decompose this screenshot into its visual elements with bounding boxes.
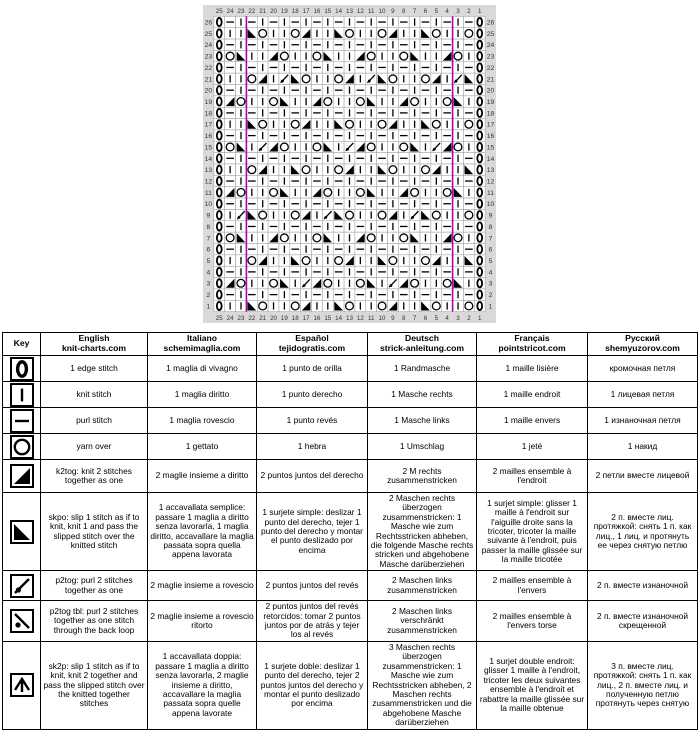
column-number: 8 — [402, 314, 406, 322]
legend-cell-1: 2 maglie insieme a rovescio ritorto — [148, 601, 257, 642]
p2tog-icon — [10, 574, 34, 598]
column-number: 8 — [402, 8, 406, 16]
legend-header-name: Italiano — [186, 333, 218, 344]
column-number: 1 — [477, 314, 482, 322]
row-number: 18 — [486, 110, 495, 118]
column-number: 9 — [391, 8, 395, 16]
legend-cell-3: 2 Maschen links zusammenstricken — [368, 571, 477, 601]
row-number: 1 — [206, 303, 211, 311]
row-number: 3 — [488, 280, 493, 288]
column-number: 18 — [291, 8, 299, 16]
legend-key-cell — [3, 601, 41, 642]
column-number: 13 — [346, 8, 353, 16]
edge-stitch-icon — [10, 357, 34, 381]
column-number: 22 — [248, 314, 256, 322]
column-number: 5 — [434, 8, 439, 16]
legend-key-cell — [3, 434, 41, 460]
legend-key-cell — [3, 408, 41, 434]
legend-cell-3: 2 M rechts zusammenstricken — [368, 460, 477, 493]
row-number: 25 — [486, 30, 495, 38]
row-number: 8 — [206, 223, 211, 231]
legend-cell-3: 2 Maschen links verschränkt zusammenstricken — [368, 601, 477, 642]
legend-cell-2: 1 punto revés — [257, 408, 368, 434]
legend-cell-1: 2 maglie insieme a rovescio — [148, 571, 257, 601]
row-number: 7 — [488, 235, 493, 243]
row-number: 18 — [204, 110, 213, 118]
row-number: 11 — [204, 189, 212, 197]
row-number: 20 — [486, 87, 495, 95]
legend-row — [3, 356, 698, 382]
row-number: 6 — [488, 246, 493, 254]
row-number: 20 — [204, 87, 213, 95]
legend-cell-1: 1 accavallata doppia: passare 1 maglia a diritto senza lavorarla, 2 maglie insieme a diritto, accavallare la maglia passata sopra quelle appena lavorate — [148, 641, 257, 729]
column-number: 4 — [445, 314, 449, 322]
column-number: 23 — [237, 8, 245, 16]
legend-header-name: Français — [514, 333, 550, 344]
row-number: 5 — [488, 258, 493, 266]
column-number: 7 — [412, 8, 417, 16]
legend-cell-0: yarn over — [41, 434, 148, 460]
column-number: 16 — [313, 8, 321, 16]
column-number: 18 — [291, 314, 299, 322]
legend-cell-4: 2 mailles ensemble à l'envers torse — [477, 601, 588, 642]
column-number: 7 — [412, 314, 417, 322]
row-number: 5 — [206, 258, 211, 266]
row-number: 15 — [486, 144, 495, 152]
legend-row — [3, 460, 698, 493]
legend-cell-4: 1 surjet simple: glisser 1 maille à l'endroit sur l'aiguille droite sans la tricoter, tricoter la maille suivante à l'endroit, puis passer la maille glissée sur la maille tricotée — [477, 493, 588, 571]
column-number: 6 — [423, 314, 428, 322]
legend-header-6 — [588, 333, 698, 356]
row-number: 22 — [486, 64, 495, 72]
row-number: 26 — [204, 19, 213, 27]
legend-header-4 — [368, 333, 477, 356]
column-number: 3 — [456, 8, 460, 16]
legend-cell-4: 1 maille lisière — [477, 356, 588, 382]
legend-cell-5: 2 п. вместе лиц. протяжкой: снять 1 п. как лиц., 1 лиц. и протянуть ее через снятую петлю — [588, 493, 698, 571]
legend-header-site: knit-charts.com — [62, 343, 126, 353]
row-number: 13 — [204, 167, 213, 175]
column-number: 6 — [423, 8, 428, 16]
legend-cell-4: 1 maille envers — [477, 408, 588, 434]
legend-cell-2: 1 punto de orilla — [257, 356, 368, 382]
legend-cell-0: k2tog: knit 2 stitches together as one — [41, 460, 148, 493]
legend-key-cell — [3, 571, 41, 601]
legend-cell-5: 1 лицевая петля — [588, 382, 698, 408]
knitting-chart — [203, 5, 496, 323]
column-number: 12 — [356, 314, 364, 322]
row-number: 10 — [204, 201, 213, 209]
row-number: 16 — [204, 133, 213, 141]
legend-key-cell — [3, 382, 41, 408]
row-number: 14 — [204, 155, 213, 163]
column-number: 2 — [467, 8, 471, 16]
column-number: 12 — [356, 8, 364, 16]
column-number: 22 — [248, 8, 256, 16]
row-number: 23 — [204, 53, 213, 61]
sk2p-icon — [10, 673, 34, 697]
legend-row — [3, 601, 698, 642]
skpo-icon — [10, 520, 34, 544]
column-number: 14 — [335, 314, 343, 322]
row-number: 21 — [204, 76, 213, 84]
legend-cell-4: 2 mailles ensemble à l'envers — [477, 571, 588, 601]
column-number: 23 — [237, 314, 245, 322]
legend-cell-3: 1 Randmasche — [368, 356, 477, 382]
legend-row — [3, 434, 698, 460]
column-number: 10 — [378, 8, 386, 16]
column-number: 17 — [302, 8, 310, 16]
column-number: 15 — [324, 314, 332, 322]
legend-header-name: English — [78, 333, 110, 344]
column-number: 16 — [313, 314, 321, 322]
legend-header-5 — [477, 333, 588, 356]
legend-cell-3: 3 Maschen rechts überzogen zusammenstricken: 1 Masche wie zum Rechtsstricken abheben, 2 Maschen rechts zusammenstricken und die abgehobene Masche darüberziehen — [368, 641, 477, 729]
column-number: 21 — [259, 8, 267, 16]
row-number: 2 — [206, 292, 211, 300]
legend-header-1 — [41, 333, 148, 356]
row-number: 24 — [204, 42, 213, 50]
row-number: 12 — [486, 178, 495, 186]
row-number: 19 — [486, 99, 495, 107]
row-number: 16 — [486, 133, 495, 141]
legend-key-cell — [3, 493, 41, 571]
column-number: 19 — [280, 8, 288, 16]
column-number: 15 — [324, 8, 332, 16]
row-number: 17 — [204, 121, 213, 129]
row-number: 25 — [204, 30, 213, 38]
legend-cell-1: 1 gettato — [148, 434, 257, 460]
legend-cell-4: 1 maille endroit — [477, 382, 588, 408]
column-number: 17 — [302, 314, 310, 322]
row-number: 8 — [488, 223, 493, 231]
column-number: 9 — [391, 314, 395, 322]
legend-key-cell — [3, 460, 41, 493]
row-number: 14 — [486, 155, 495, 163]
row-number: 10 — [486, 201, 495, 209]
legend-header-2 — [148, 333, 257, 356]
row-number: 23 — [486, 53, 495, 61]
row-number: 13 — [486, 167, 495, 175]
legend-cell-1: 1 maglia di vivagno — [148, 356, 257, 382]
column-number: 2 — [467, 314, 471, 322]
legend-cell-4: 1 surjet double endroit: glisser 1 maille à l'endroit, tricoter les deux suivantes ensemble à l'endroit et rabattre la maille glissée sur la maille obtenue — [477, 641, 588, 729]
chart-grid — [203, 5, 496, 323]
column-number: 1 — [477, 8, 482, 16]
row-number: 24 — [486, 42, 495, 50]
row-number: 9 — [488, 212, 493, 220]
legend-row — [3, 408, 698, 434]
legend-header-site: strick-anleitung.com — [379, 343, 465, 353]
legend-cell-4: 1 jeté — [477, 434, 588, 460]
yarn-over-icon — [10, 435, 34, 459]
legend-header-name: Русский — [625, 333, 660, 344]
column-number: 10 — [378, 314, 386, 322]
legend-cell-0: p2tog: purl 2 stitches together as one — [41, 571, 148, 601]
row-number: 11 — [487, 189, 495, 197]
row-number: 3 — [206, 280, 211, 288]
legend-cell-4: 2 mailles ensemble à l'endroit — [477, 460, 588, 493]
row-number: 19 — [204, 99, 213, 107]
legend-cell-5: 2 п. вместе изнаночной скрещенной — [588, 601, 698, 642]
legend-table — [2, 332, 698, 730]
legend-cell-3: 1 Umschlag — [368, 434, 477, 460]
column-number: 3 — [456, 314, 460, 322]
legend-cell-1: 1 maglia rovescio — [148, 408, 257, 434]
legend-row — [3, 571, 698, 601]
row-number: 1 — [488, 303, 493, 311]
legend-header-site: shemyuzorov.com — [605, 343, 680, 353]
column-number: 19 — [280, 314, 288, 322]
legend-cell-3: 1 Masche links — [368, 408, 477, 434]
legend-cell-2: 1 surjete simple: deslizar 1 punto del derecho, tejer 1 punto del derecho y montar el punto deslizado por encima — [257, 493, 368, 571]
column-number: 11 — [367, 8, 375, 16]
legend-cell-5: 1 изнаночная петля — [588, 408, 698, 434]
legend-cell-0: p2tog tbl: purl 2 stitches together as one stitch through the back loop — [41, 601, 148, 642]
row-number: 9 — [206, 212, 211, 220]
legend-row — [3, 382, 698, 408]
legend-header-row — [3, 333, 698, 356]
legend-cell-0: knit stitch — [41, 382, 148, 408]
legend-cell-5: 2 п. вместе изнаночной — [588, 571, 698, 601]
row-number: 7 — [206, 235, 211, 243]
row-number: 4 — [206, 269, 211, 277]
legend-cell-2: 1 hebra — [257, 434, 368, 460]
column-number: 24 — [226, 8, 234, 16]
row-number: 2 — [488, 292, 493, 300]
column-number: 14 — [335, 8, 343, 16]
legend-cell-0: 1 edge stitch — [41, 356, 148, 382]
row-number: 17 — [486, 121, 495, 129]
column-number: 4 — [445, 8, 449, 16]
legend-key-cell — [3, 356, 41, 382]
legend-header-3 — [257, 333, 368, 356]
knit-stitch-icon — [10, 383, 34, 407]
column-number: 24 — [226, 314, 234, 322]
legend-header-site: schemimaglia.com — [163, 343, 241, 353]
row-number: 6 — [206, 246, 211, 254]
legend-cell-2: 1 surjete doble: deslizar 1 punto del derecho, tejer 2 puntos juntos del derecho y montar el punto deslizado por encima — [257, 641, 368, 729]
row-number: 4 — [488, 269, 493, 277]
legend-cell-5: 1 накид — [588, 434, 698, 460]
legend-cell-5: 2 петли вместе лицевой — [588, 460, 698, 493]
legend-header-site: pointstricot.com — [498, 343, 566, 353]
p2tog-tbl-icon — [10, 609, 34, 633]
legend-header-name: Español — [295, 333, 329, 344]
legend-cell-1: 2 maglie insieme a diritto — [148, 460, 257, 493]
legend-cell-2: 2 puntos juntos del revés retorcidos: tomar 2 puntos juntos por de atrás y tejer los al revés — [257, 601, 368, 642]
legend-row — [3, 493, 698, 571]
legend-cell-2: 2 puntos juntos del revés — [257, 571, 368, 601]
legend-cell-3: 1 Masche rechts — [368, 382, 477, 408]
legend-cell-5: 3 п. вместе лиц. протяжкой: снять 1 п. как лиц., 2 п. вместе лиц. и полученную петлю протянуть через снятую — [588, 641, 698, 729]
column-number: 13 — [346, 314, 353, 322]
legend-header-site: tejidogratis.com — [278, 343, 346, 353]
legend-cell-2: 1 punto derecho — [257, 382, 368, 408]
chart-stitches — [214, 16, 485, 311]
row-number: 26 — [486, 19, 495, 27]
legend-row — [3, 641, 698, 729]
column-number: 5 — [434, 314, 439, 322]
purl-stitch-icon — [10, 409, 34, 433]
legend-cell-2: 2 puntos juntos del derecho — [257, 460, 368, 493]
legend-cell-0: skpo: slip 1 stitch as if to knit, knit 1 and pass the slipped stitch over the knitted stitch — [41, 493, 148, 571]
legend-cell-3: 2 Maschen rechts überzogen zusammenstricken: 1 Masche wie zum Rechtsstricken abheben, die folgende Masche rechts stricken und abgehobene Masche darüberziehen — [368, 493, 477, 571]
legend-key-cell — [3, 641, 41, 729]
column-number: 21 — [259, 314, 267, 322]
column-number: 25 — [215, 314, 223, 322]
column-number: 20 — [270, 8, 278, 16]
legend-header-name: Key — [13, 338, 30, 349]
column-number: 11 — [367, 314, 375, 322]
legend-cell-1: 1 maglia diritto — [148, 382, 257, 408]
column-number: 25 — [215, 8, 223, 16]
legend-header-name: Deutsch — [405, 333, 439, 344]
legend-cell-1: 1 accavallata semplice: passare 1 maglia a diritto senza lavorarla, 1 maglia diritto, accavallare la maglia passata sopra quella appena lavorata — [148, 493, 257, 571]
row-number: 21 — [486, 76, 495, 84]
legend-header-0 — [3, 333, 41, 356]
row-number: 22 — [204, 64, 213, 72]
k2tog-icon — [10, 464, 34, 488]
row-number: 12 — [204, 178, 213, 186]
legend-cell-0: purl stitch — [41, 408, 148, 434]
legend-cell-0: sk2p: slip 1 stitch as if to knit, knit 2 together and pass the slipped stitch over the knitted together stitches — [41, 641, 148, 729]
legend-cell-5: кромочная петля — [588, 356, 698, 382]
column-number: 20 — [270, 314, 278, 322]
row-number: 15 — [204, 144, 213, 152]
